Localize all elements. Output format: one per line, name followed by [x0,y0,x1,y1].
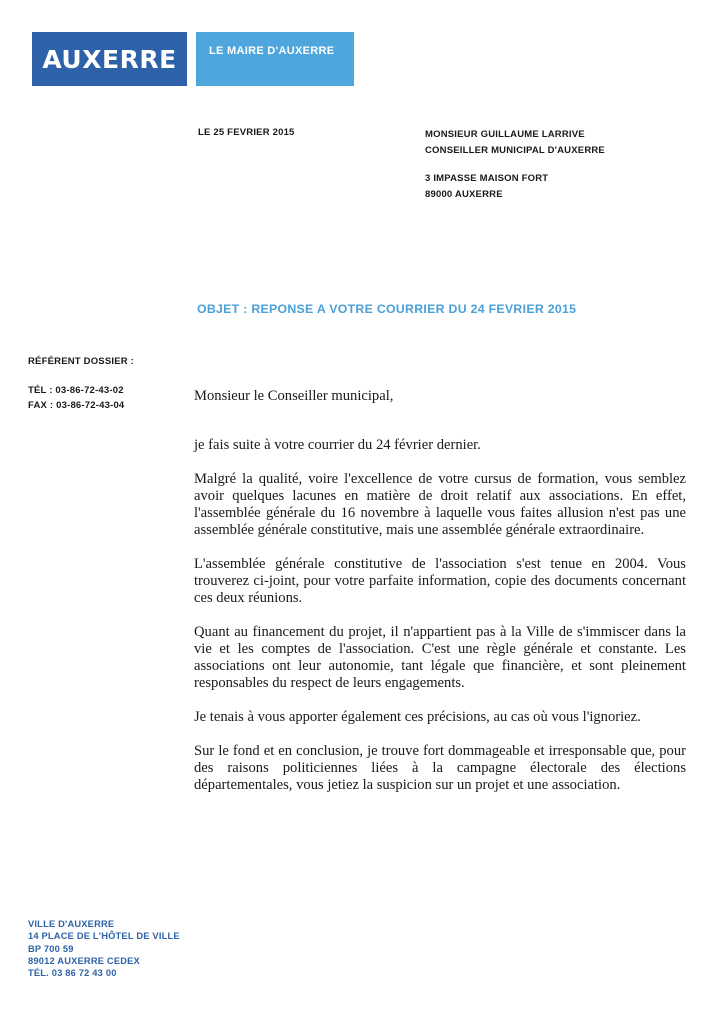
letter-salutation: Monsieur le Conseiller municipal, [194,388,394,404]
footer-address [28,918,180,979]
footer-line: TÉL. 03 86 72 43 00 [28,968,117,979]
footer-line: VILLE D'AUXERRE [28,919,115,929]
referent-label: RÉFÉRENT DOSSIER : [28,356,134,367]
recipient-gap [425,159,605,171]
footer-line: BP 700 59 [28,943,74,954]
letter-paragraph: Je tenais à vous apporter également ces précisions, au cas où vous l'ignoriez. [194,709,641,725]
maire-banner: LE MAIRE D'AUXERRE [196,32,354,86]
recipient-block [425,127,605,203]
letter-paragraph: Quant au financement du projet, il n'appartient pas à la Ville de s'immiscer dans la vie et les comptes de l'association. C'est une règle générale et constante. Les associations ont leur autonomie, tant légale que financière, et sont pleinement responsables du respect de leurs engagements. [194,624,686,691]
letter-body [194,388,686,811]
footer-line: 14 PLACE DE L'HÔTEL DE VILLE [28,931,180,942]
contact-tel: TÉL : 03-86-72-43-02 [28,385,124,396]
letter-paragraph: Sur le fond et en conclusion, je trouve fort dommageable et irresponsable que, pour des raisons politiciennes liées à la campagne électorale des élections départementales, vous jetiez la suspicion sur un projet et une association. [194,743,686,793]
letter-subject: OBJET : REPONSE A VOTRE COURRIER DU 24 FEVRIER 2015 [197,302,577,316]
auxerre-logo: AUXERRE [32,32,187,86]
letter-paragraph: Malgré la qualité, voire l'excellence de votre cursus de formation, vous semblez avoir quelques lacunes en matière de droit relatif aux associations. En effet, l'assemblée générale du 16 novembre à laquelle vous faites allusion n'est pas une assemblée générale constitutive, mais une assemblée générale extraordinaire. [194,471,686,538]
letter-paragraph: je fais suite à votre courrier du 24 février dernier. [194,437,481,453]
recipient-address-line2: 89000 AUXERRE [425,189,503,200]
letter-date: LE 25 FEVRIER 2015 [198,127,295,138]
recipient-title: CONSEILLER MUNICIPAL D'AUXERRE [425,145,605,156]
recipient-name: MONSIEUR GUILLAUME LARRIVE [425,129,585,140]
footer-line: 89012 AUXERRE CEDEX [28,955,140,966]
contact-block [28,383,124,413]
contact-fax: FAX : 03-86-72-43-04 [28,400,125,411]
recipient-address-line1: 3 IMPASSE MAISON FORT [425,173,549,184]
letter-paragraph: L'assemblée générale constitutive de l'association s'est tenue en 2004. Vous trouverez ci-joint, pour votre parfaite information, copie des documents concernant ces deux réunions. [194,556,686,606]
